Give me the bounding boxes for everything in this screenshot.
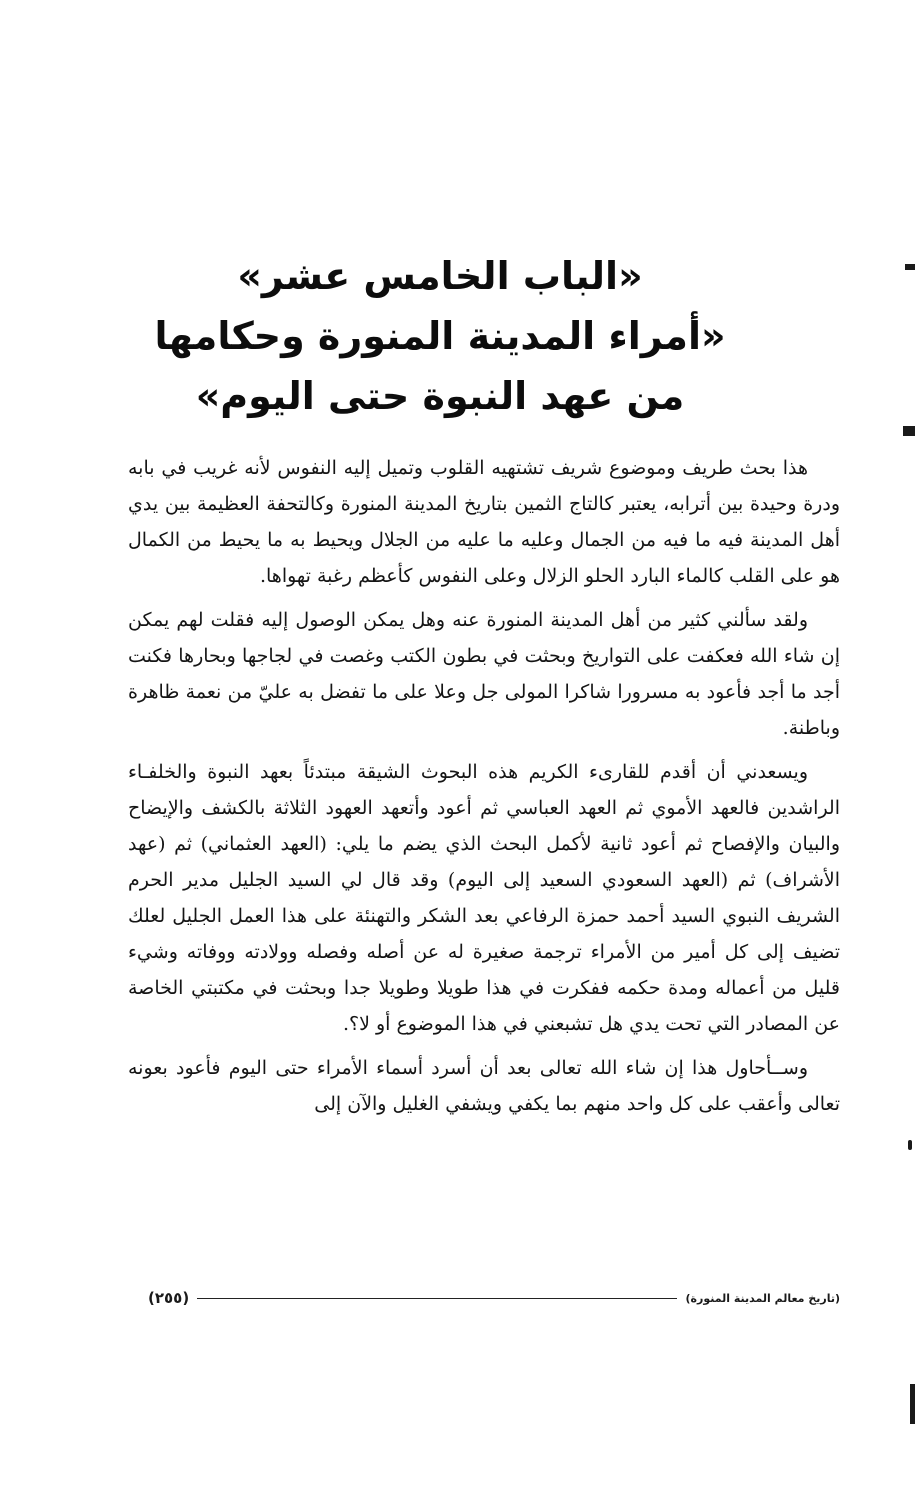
scan-mark: [903, 426, 915, 436]
chapter-heading: [120, 246, 760, 426]
scan-mark: [905, 264, 915, 270]
paragraph-3: ويسعدني أن أقدم للقارىء الكريم هذه البحوث الشيقة مبتدئاً بعهد النبوة والخلفـاء الراشدين فالعهد الأموي ثم العهد العباسي ثم أعود وأتعهد العهود الثلاثة بالكشف والإيضاح والبيان والإفصاح ثم أعود ثانية لأكمل البحث الذي يضم ما يلي: (العهد العثماني) ثم (عهد الأشراف) ثم (العهد السعودي السعيد إلى اليوم) وقد قال لي السيد الجليل مدير الحرم الشريف النبوي السيد أحمد حمزة الرفاعي بعد الشكر والتهنئة على هذا العمل الجليل لعلك تضيف إلى كل أمير من الأمراء ترجمة صغيرة له عن أصله وفصله وولادته ووفاته وشيء قليل من أعماله ومدة حكمه ففكرت في هذا طويلا وطويلا جدا وبحثت في مكتبتي الخاصة عن المصادر التي تحت يدي هل تشبعني في هذا الموضوع أو لا؟.: [128, 761, 840, 1035]
page-footer: [148, 1286, 840, 1310]
chapter-subtitle-line-1: «أمراء المدينة المنورة وحكامها: [154, 314, 726, 358]
page-number: (٢٥٥): [148, 1289, 190, 1307]
chapter-subtitle-line-2: من عهد النبوة حتى اليوم»: [195, 374, 685, 418]
body-text: [128, 450, 840, 1130]
footer-book-title: (تاريخ معالم المدينة المنورة): [685, 1291, 840, 1305]
scan-mark: [908, 1140, 912, 1150]
footer-rule: [197, 1298, 677, 1299]
paragraph-2: ولقد سألني كثير من أهل المدينة المنورة عنه وهل يمكن الوصول إليه فقلت لهم يمكن إن شاء الله فعكفت على التواريخ وبحثت في بطون الكتب وغصت في لجاجها وبحارها فكنت أجد ما أجد فأعود به مسرورا شاكرا المولى جل وعلا على ما تفضل به عليّ من نعمة ظاهرة وباطنة.: [128, 609, 840, 739]
paragraph-4: وســأحاول هذا إن شاء الله تعالى بعد أن أسرد أسماء الأمراء حتى اليوم فأعود بعونه تعالى وأعقب على كل واحد منهم بما يكفي ويشفي الغليل والآن إلى: [128, 1057, 840, 1115]
paragraph-1: هذا بحث طريف وموضوع شريف تشتهيه القلوب وتميل إليه النفوس لأنه غريب في بابه ودرة وحيدة بين أترابه، يعتبر كالتاج الثمين بتاريخ المدينة المنورة وكالتحفة العظيمة بين يدي أهل المدينة فيه ما فيه من الجمال وعليه ما عليه من الجلال ويحيط به ما يحيط من الكمال هو على القلب كالماء البارد الحلو الزلال وعلى النفوس كأعظم رغبة تهواها.: [128, 457, 840, 587]
scan-mark: [910, 1384, 915, 1424]
chapter-title: «الباب الخامس عشر»: [237, 254, 643, 298]
